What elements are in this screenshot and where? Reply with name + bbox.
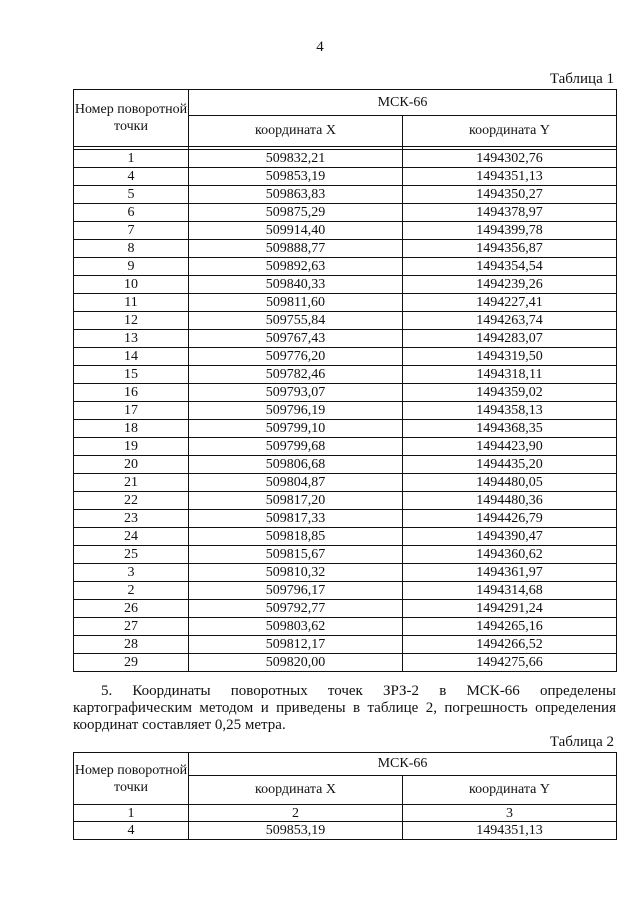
point-number-cell: 13 — [74, 330, 189, 348]
coordinate-y-cell: 1494291,24 — [403, 600, 617, 618]
coordinate-y-cell: 1494354,54 — [403, 258, 617, 276]
coordinate-x-cell: 509817,33 — [189, 510, 403, 528]
table-row — [74, 366, 617, 384]
paragraph-5 — [73, 683, 616, 734]
paragraph-number: 5. — [101, 683, 113, 699]
coordinate-y-cell: 1494275,66 — [403, 654, 617, 672]
coordinate-x-cell: 509767,43 — [189, 330, 403, 348]
point-number-cell: 18 — [74, 420, 189, 438]
coordinate-x-cell: 509832,21 — [189, 150, 403, 168]
coordinate-x-cell: 509820,00 — [189, 654, 403, 672]
coordinate-x-cell: 509875,29 — [189, 204, 403, 222]
coordinate-y-cell: 1494239,26 — [403, 276, 617, 294]
point-number-cell: 22 — [74, 492, 189, 510]
table-row — [74, 456, 617, 474]
coordinate-y-cell: 1494359,02 — [403, 384, 617, 402]
header-point-number: Номер поворотной точки — [74, 753, 189, 805]
column-number: 1 — [74, 805, 189, 822]
header-coordinate-system: МСК-66 — [189, 753, 617, 776]
coordinate-y-cell: 1494361,97 — [403, 564, 617, 582]
point-number-cell: 21 — [74, 474, 189, 492]
page-number: 4 — [316, 39, 324, 55]
coordinate-x-cell: 509799,68 — [189, 438, 403, 456]
coordinate-y-cell: 1494351,13 — [403, 822, 617, 840]
coordinate-y-cell: 1494265,16 — [403, 618, 617, 636]
coordinate-y-cell: 1494399,78 — [403, 222, 617, 240]
table1-caption: Таблица 1 — [549, 71, 614, 87]
point-number-cell: 27 — [74, 618, 189, 636]
point-number-cell: 23 — [74, 510, 189, 528]
coordinate-y-cell: 1494360,62 — [403, 546, 617, 564]
column-number: 3 — [403, 805, 617, 822]
header-coordinate-x: координата X — [189, 116, 403, 147]
point-number-cell: 28 — [74, 636, 189, 654]
table-row — [74, 402, 617, 420]
coordinate-y-cell: 1494356,87 — [403, 240, 617, 258]
point-number-cell: 16 — [74, 384, 189, 402]
table-row — [74, 822, 617, 840]
coordinate-y-cell: 1494314,68 — [403, 582, 617, 600]
coordinate-x-cell: 509796,19 — [189, 402, 403, 420]
coordinate-y-cell: 1494302,76 — [403, 150, 617, 168]
coordinate-y-cell: 1494266,52 — [403, 636, 617, 654]
coordinate-x-cell: 509755,84 — [189, 312, 403, 330]
coordinate-y-cell: 1494368,35 — [403, 420, 617, 438]
coordinate-x-cell: 509806,68 — [189, 456, 403, 474]
table-row — [74, 492, 617, 510]
table-row — [74, 150, 617, 168]
table-row — [74, 546, 617, 564]
coordinate-y-cell: 1494319,50 — [403, 348, 617, 366]
point-number-cell: 20 — [74, 456, 189, 474]
coordinate-y-cell: 1494263,74 — [403, 312, 617, 330]
coordinate-x-cell: 509892,63 — [189, 258, 403, 276]
point-number-cell: 24 — [74, 528, 189, 546]
table-row — [74, 510, 617, 528]
coordinate-x-cell: 509792,77 — [189, 600, 403, 618]
coordinates-table-2 — [73, 752, 617, 840]
coordinate-x-cell: 509853,19 — [189, 168, 403, 186]
table-row — [74, 348, 617, 366]
coordinate-x-cell: 509840,33 — [189, 276, 403, 294]
table-row — [74, 330, 617, 348]
table-row — [74, 384, 617, 402]
table-row — [74, 582, 617, 600]
coordinate-y-cell: 1494283,07 — [403, 330, 617, 348]
column-numbering-row — [74, 805, 617, 822]
coordinate-x-cell: 509782,46 — [189, 366, 403, 384]
coordinate-y-cell: 1494423,90 — [403, 438, 617, 456]
coordinate-x-cell: 509796,17 — [189, 582, 403, 600]
coordinate-y-cell: 1494378,97 — [403, 204, 617, 222]
point-number-cell: 15 — [74, 366, 189, 384]
header-coordinate-system: МСК-66 — [189, 90, 617, 116]
coordinate-x-cell: 509818,85 — [189, 528, 403, 546]
table-row — [74, 438, 617, 456]
coordinates-table-1 — [73, 89, 617, 672]
table-row — [74, 564, 617, 582]
point-number-cell: 8 — [74, 240, 189, 258]
point-number-cell: 26 — [74, 600, 189, 618]
table-row — [74, 528, 617, 546]
table2-caption: Таблица 2 — [549, 734, 614, 750]
table-row — [74, 600, 617, 618]
point-number-cell: 11 — [74, 294, 189, 312]
table-row — [74, 474, 617, 492]
table-row — [74, 168, 617, 186]
coordinate-y-cell: 1494350,27 — [403, 186, 617, 204]
coordinate-x-cell: 509815,67 — [189, 546, 403, 564]
point-number-cell: 25 — [74, 546, 189, 564]
coordinate-y-cell: 1494480,05 — [403, 474, 617, 492]
table-row — [74, 240, 617, 258]
coordinate-y-cell: 1494358,13 — [403, 402, 617, 420]
coordinate-y-cell: 1494318,11 — [403, 366, 617, 384]
table-row — [74, 618, 617, 636]
coordinate-x-cell: 509863,83 — [189, 186, 403, 204]
point-number-cell: 9 — [74, 258, 189, 276]
table-row — [74, 312, 617, 330]
table-row — [74, 258, 617, 276]
point-number-cell: 1 — [74, 150, 189, 168]
column-number: 2 — [189, 805, 403, 822]
coordinate-y-cell: 1494390,47 — [403, 528, 617, 546]
table-row — [74, 420, 617, 438]
coordinate-x-cell: 509804,87 — [189, 474, 403, 492]
coordinate-y-cell: 1494426,79 — [403, 510, 617, 528]
coordinate-x-cell: 509776,20 — [189, 348, 403, 366]
table2-body — [74, 822, 617, 840]
point-number-cell: 3 — [74, 564, 189, 582]
coordinate-x-cell: 509817,20 — [189, 492, 403, 510]
coordinate-y-cell: 1494435,20 — [403, 456, 617, 474]
coordinate-x-cell: 509799,10 — [189, 420, 403, 438]
coordinate-x-cell: 509853,19 — [189, 822, 403, 840]
point-number-cell: 29 — [74, 654, 189, 672]
paragraph-text: Координаты поворотных точек ЗРЗ-2 в МСК-66 определены картографическим методом и приведены в таблице 2, погрешность определения координат составляет 0,25 метра. — [73, 683, 617, 733]
header-coordinate-x: координата X — [189, 776, 403, 805]
point-number-cell: 17 — [74, 402, 189, 420]
coordinate-y-cell: 1494227,41 — [403, 294, 617, 312]
coordinate-x-cell: 509812,17 — [189, 636, 403, 654]
table1-body — [74, 150, 617, 672]
point-number-cell: 6 — [74, 204, 189, 222]
point-number-cell: 2 — [74, 582, 189, 600]
coordinate-x-cell: 509811,60 — [189, 294, 403, 312]
header-coordinate-y: координата Y — [403, 776, 617, 805]
coordinate-x-cell: 509803,62 — [189, 618, 403, 636]
coordinate-x-cell: 509888,77 — [189, 240, 403, 258]
point-number-cell: 7 — [74, 222, 189, 240]
table-row — [74, 204, 617, 222]
point-number-cell: 14 — [74, 348, 189, 366]
table-row — [74, 186, 617, 204]
coordinate-x-cell: 509810,32 — [189, 564, 403, 582]
point-number-cell: 4 — [74, 168, 189, 186]
point-number-cell: 10 — [74, 276, 189, 294]
table-row — [74, 294, 617, 312]
table-row — [74, 222, 617, 240]
coordinate-y-cell: 1494480,36 — [403, 492, 617, 510]
coordinate-x-cell: 509914,40 — [189, 222, 403, 240]
header-point-number: Номер поворотной точки — [74, 90, 189, 147]
coordinate-x-cell: 509793,07 — [189, 384, 403, 402]
table-row — [74, 636, 617, 654]
point-number-cell: 19 — [74, 438, 189, 456]
point-number-cell: 4 — [74, 822, 189, 840]
point-number-cell: 12 — [74, 312, 189, 330]
table-row — [74, 276, 617, 294]
point-number-cell: 5 — [74, 186, 189, 204]
table-row — [74, 654, 617, 672]
header-coordinate-y: координата Y — [403, 116, 617, 147]
coordinate-y-cell: 1494351,13 — [403, 168, 617, 186]
